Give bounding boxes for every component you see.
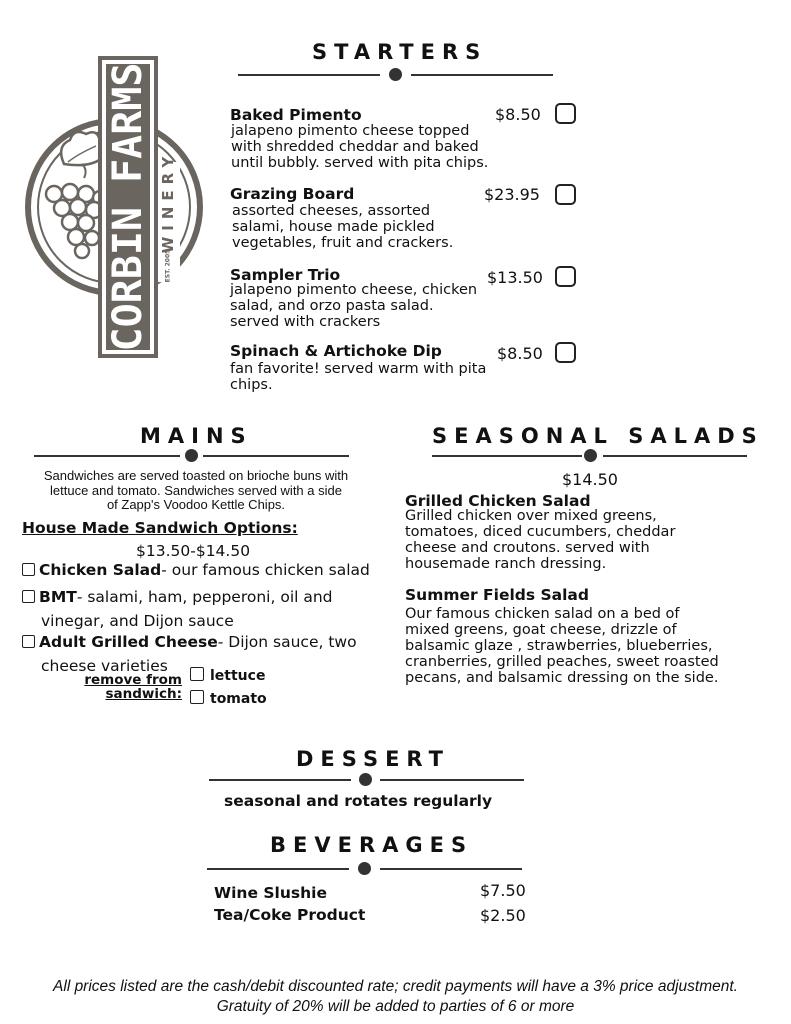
beverages-divider-dot	[358, 862, 371, 875]
starter-checkbox[interactable]	[555, 342, 576, 363]
starters-divider-left	[238, 74, 380, 76]
starter-price: $8.50	[497, 344, 543, 363]
beverage-name: Tea/Coke Product	[214, 906, 366, 924]
salads-divider-right	[603, 455, 747, 457]
gratuity-notice: Gratuity of 20% will be added to parties of 6 or more	[216, 998, 575, 1015]
starter-name: Sampler Trio	[230, 266, 341, 284]
beverage-price: $2.50	[480, 906, 526, 925]
starter-price: $23.95	[484, 185, 540, 204]
starter-description: assorted cheeses, assorted salami, house made pickled vegetables, fruit and crackers.	[232, 203, 454, 251]
sandwich-option-grilled-cheese[interactable]: Adult Grilled Cheese- Dijon sauce, two cheese varieties	[22, 630, 357, 678]
sandwich-price-range: $13.50-$14.50	[136, 542, 251, 560]
salads-divider-dot	[584, 449, 597, 462]
footer-notice	[0, 977, 791, 1017]
starter-description: jalapeno pimento cheese topped with shredded cheddar and baked until bubbly. served with pita chips.	[231, 123, 489, 171]
sandwich-checkbox[interactable]	[22, 590, 35, 603]
remove-tomato-option[interactable]: tomato	[190, 690, 267, 707]
starter-checkbox[interactable]	[555, 184, 576, 205]
remove-checkbox[interactable]	[190, 690, 204, 704]
beverage-price: $7.50	[480, 881, 526, 900]
beverage-name: Wine Slushie	[214, 884, 327, 902]
starter-price: $8.50	[495, 105, 541, 124]
logo-est: EST. 2005	[164, 249, 172, 283]
dessert-heading: DESSERT	[296, 747, 450, 771]
beverages-divider-right	[380, 868, 522, 870]
salad-description: Our famous chicken salad on a bed of mixed greens, goat cheese, drizzle of balsamic glaze , strawberries, blueberries, cranberries, grilled peaches, sweet roasted pecans, and balsamic dressing on the side.	[405, 606, 719, 686]
logo-winery: WINERY	[159, 150, 177, 254]
mains-heading: MAINS	[140, 424, 253, 448]
mains-divider-right	[203, 455, 349, 457]
beverages-heading: BEVERAGES	[270, 833, 474, 857]
starter-name: Spinach & Artichoke Dip	[230, 342, 442, 360]
pricing-disclaimer: All prices listed are the cash/debit discounted rate; credit payments will have a 3% price adjustment.	[53, 978, 738, 995]
winery-logo	[24, 52, 206, 362]
sandwich-option-bmt[interactable]: BMT- salami, ham, pepperoni, oil and vinegar, and Dijon sauce	[22, 585, 333, 633]
starter-checkbox[interactable]	[555, 266, 576, 287]
mains-intro: Sandwiches are served toasted on brioche buns with lettuce and tomato. Sandwiches served with a side of Zapp's Voodoo Kettle Chips.	[43, 468, 349, 512]
salad-name: Grilled Chicken Salad	[405, 492, 591, 510]
salad-description: Grilled chicken over mixed greens, tomatoes, diced cucumbers, cheddar cheese and croutons. served with housemade ranch dressing.	[405, 508, 676, 572]
sandwich-option-chicken-salad[interactable]: Chicken Salad- our famous chicken salad	[22, 561, 370, 579]
dessert-divider-right	[380, 779, 524, 781]
sandwich-checkbox[interactable]	[22, 563, 35, 576]
mains-divider-left	[34, 455, 180, 457]
starter-name: Baked Pimento	[230, 106, 362, 124]
salad-name: Summer Fields Salad	[405, 586, 589, 604]
starter-checkbox[interactable]	[555, 103, 576, 124]
remove-from-sandwich-label: remove from sandwich:	[84, 672, 182, 702]
remove-lettuce-option[interactable]: lettuce	[190, 667, 265, 684]
starters-divider-right	[411, 74, 553, 76]
starter-description: jalapeno pimento cheese, chicken salad, and orzo pasta salad. served with crackers	[230, 282, 478, 330]
salads-heading: SEASONAL SALADS	[432, 424, 764, 448]
salads-divider-left	[432, 455, 582, 457]
dessert-divider-left	[209, 779, 351, 781]
mains-divider-dot	[185, 449, 198, 462]
beverages-divider-left	[207, 868, 349, 870]
dessert-note: seasonal and rotates regularly	[224, 792, 493, 810]
remove-checkbox[interactable]	[190, 667, 204, 681]
sandwich-checkbox[interactable]	[22, 635, 35, 648]
starter-description: fan favorite! served warm with pita chips.	[230, 361, 487, 393]
starters-divider-dot	[389, 68, 402, 81]
logo-name: CORBIN FARMS	[105, 62, 151, 352]
salads-price: $14.50	[562, 470, 618, 489]
starter-price: $13.50	[487, 268, 543, 287]
sandwich-options-label: House Made Sandwich Options:	[22, 519, 298, 537]
dessert-divider-dot	[359, 773, 372, 786]
starters-heading: STARTERS	[312, 40, 488, 64]
starter-name: Grazing Board	[230, 185, 355, 203]
